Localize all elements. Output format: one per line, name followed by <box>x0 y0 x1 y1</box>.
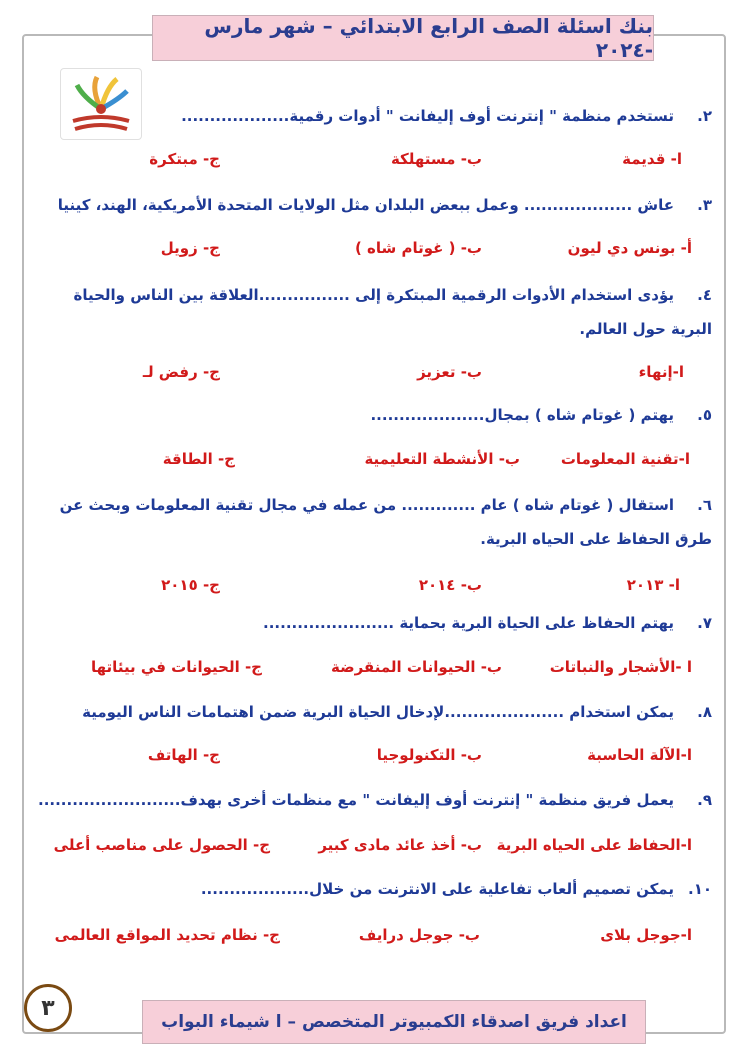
option-b: ب- تعزيز <box>417 363 482 381</box>
question-2 <box>181 107 712 125</box>
option-c: ج- الهاتف <box>147 746 220 764</box>
question-3 <box>58 196 712 214</box>
question-number: ٥. <box>697 406 712 424</box>
option-b: ب- أخذ عائد مادى كبير <box>318 836 482 854</box>
option-b: ب- ( غوتام شاه ) <box>354 239 482 257</box>
option-b: ب- التكنولوجيا <box>376 746 482 764</box>
option-c: ج- رفض لـ <box>142 363 220 381</box>
question-number: ٨. <box>697 703 712 721</box>
question-text: يعمل فريق منظمة " إنترنت أوف إليفانت " مع منظمات أخرى بهدف......................... <box>38 791 674 809</box>
option-a: ا-جوجل بلاى <box>600 926 692 944</box>
option-a: ا -الأشجار والنباتات <box>549 658 692 676</box>
question-number: ١٠. <box>687 880 712 898</box>
question-text: استقال ( غوتام شاه ) عام ............. من عمله في مجال تقنية المعلومات وبحث عن طرق الحفاظ على الحياه البرية. <box>59 496 712 548</box>
question-text: عاش ................... وعمل ببعض البلدان مثل الولايات المتحدة الأمريكية، الهند، كينيا <box>57 196 674 214</box>
question-5 <box>370 406 712 424</box>
option-b: ب- الحيوانات المنقرضة <box>330 658 502 676</box>
option-a: ا-الحفاظ على الحياه البرية <box>496 836 692 854</box>
option-c: ج- مبتكرة <box>149 150 220 168</box>
option-a: ا-إنهاء <box>638 363 684 381</box>
question-text: تستخدم منظمة " إنترنت أوف إليفانت " أدوات رقمية................... <box>181 107 674 125</box>
option-c: ج- ٢٠١٥ <box>161 576 220 594</box>
option-a: ا-تقنية المعلومات <box>560 450 690 468</box>
option-a: ا-الآلة الحاسبة <box>587 746 692 764</box>
question-number: ٢. <box>697 107 712 125</box>
question-number: ٩. <box>697 791 712 809</box>
option-b: ب- جوجل درايف <box>358 926 480 944</box>
option-b: ب- الأنشطة التعليمية <box>364 450 520 468</box>
option-c: ج- الحيوانات في بيئاتها <box>91 658 262 676</box>
question-number: ٦. <box>697 496 712 514</box>
option-b: ب- مستهلكة <box>390 150 482 168</box>
question-9 <box>38 791 712 809</box>
question-text: يمكن تصميم ألعاب تفاعلية على الانترنت من خلال................... <box>200 880 674 898</box>
option-c: ج- الطاقة <box>162 450 235 468</box>
page-number: ٣ <box>24 984 72 1032</box>
question-number: ٧. <box>697 614 712 632</box>
page-title: بنك اسئلة الصف الرابع الابتدائي – شهر مارس -٢٠٢٤ <box>152 15 654 61</box>
question-number: ٤. <box>697 286 712 304</box>
option-a: ا- ٢٠١٣ <box>626 576 680 594</box>
option-a: ا- قديمة <box>622 150 682 168</box>
publisher-logo <box>60 68 142 140</box>
option-a: أ- بونس دي ليون <box>567 239 692 257</box>
question-text: يهتم ( غوتام شاه ) بمجال.................... <box>370 406 674 424</box>
question-4 <box>40 278 712 346</box>
question-8 <box>82 703 712 721</box>
option-c: ج- نظام تحديد المواقع العالمى <box>54 926 280 944</box>
question-10 <box>201 880 712 898</box>
question-text: يؤدى استخدام الأدوات الرقمية المبتكرة إلى ................العلاقة بين الناس والحياة البرية حول العالم. <box>73 286 712 338</box>
question-text: يمكن استخدام .....................لإدخال الحياة البرية ضمن اهتمامات الناس اليومية <box>82 703 674 721</box>
footer-credit: اعداد فريق اصدقاء الكمبيوتر المتخصص – ا شيماء البواب <box>142 1000 646 1044</box>
question-6 <box>40 488 712 556</box>
option-c: ج- زويل <box>160 239 220 257</box>
question-text: يهتم الحفاظ على الحياة البرية بحماية ....................... <box>263 614 674 632</box>
option-c: ج- الحصول على مناصب أعلى <box>53 836 270 854</box>
option-b: ب- ٢٠١٤ <box>418 576 482 594</box>
question-number: ٣. <box>697 196 712 214</box>
question-7 <box>263 614 712 632</box>
